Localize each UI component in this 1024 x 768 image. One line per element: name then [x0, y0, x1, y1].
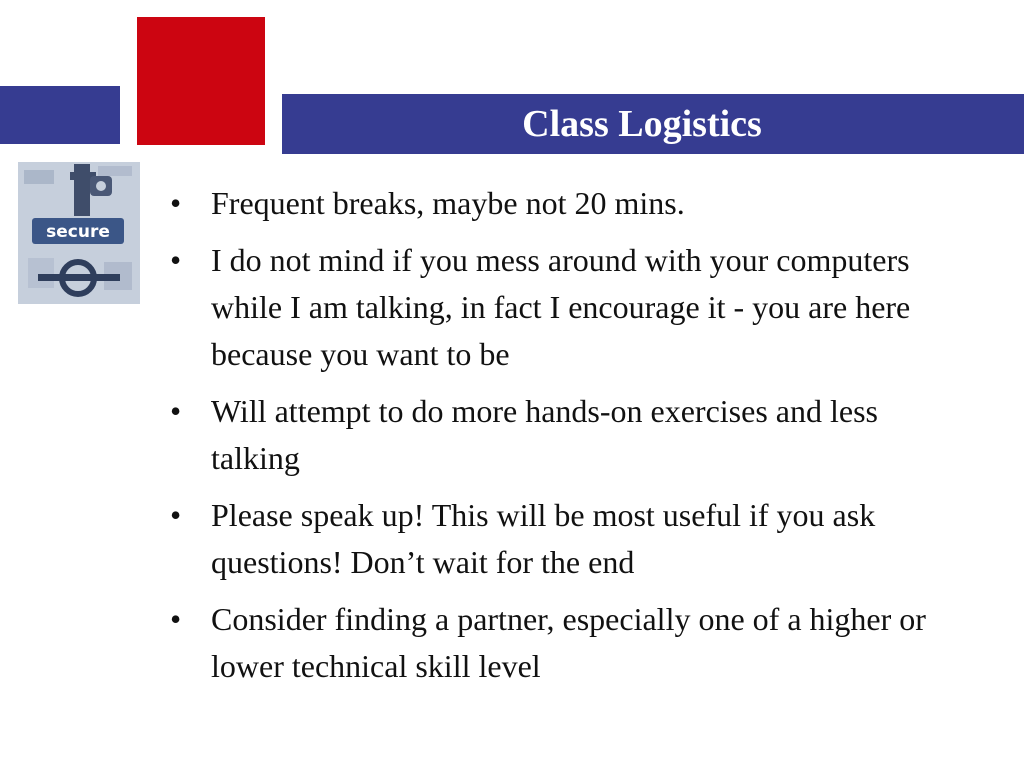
bullet-item [170, 180, 940, 227]
bullet-text: Will attempt to do more hands-on exercises and less talking [211, 393, 878, 476]
bullet-marker: • [170, 393, 182, 429]
bullet-text: I do not mind if you mess around with your computers while I am talking, in fact I encourage it - you are here because you want to be [211, 242, 911, 372]
bullet-text: Frequent breaks, maybe not 20 mins. [211, 185, 685, 221]
decorative-red-square [137, 17, 265, 145]
bullet-text: Consider finding a partner, especially one of a higher or lower technical skill level [211, 601, 926, 684]
secure-logo-image [18, 162, 140, 304]
bullet-marker: • [170, 601, 182, 637]
secure-logo-graphic [18, 162, 140, 304]
bullet-item [170, 492, 940, 586]
bullet-marker: • [170, 242, 182, 278]
secure-logo-text: secure [46, 222, 110, 242]
bullet-item [170, 596, 940, 690]
bullet-marker: • [170, 185, 182, 221]
decorative-blue-band [0, 86, 120, 144]
bullet-marker: • [170, 497, 182, 533]
bullet-item [170, 388, 940, 482]
title-bar [282, 94, 1024, 154]
bullet-text: Please speak up! This will be most useful if you ask questions! Don’t wait for the end [211, 497, 876, 580]
slide-title: Class Logistics [522, 103, 762, 145]
bullet-item [170, 237, 940, 378]
bullet-list [170, 180, 940, 700]
